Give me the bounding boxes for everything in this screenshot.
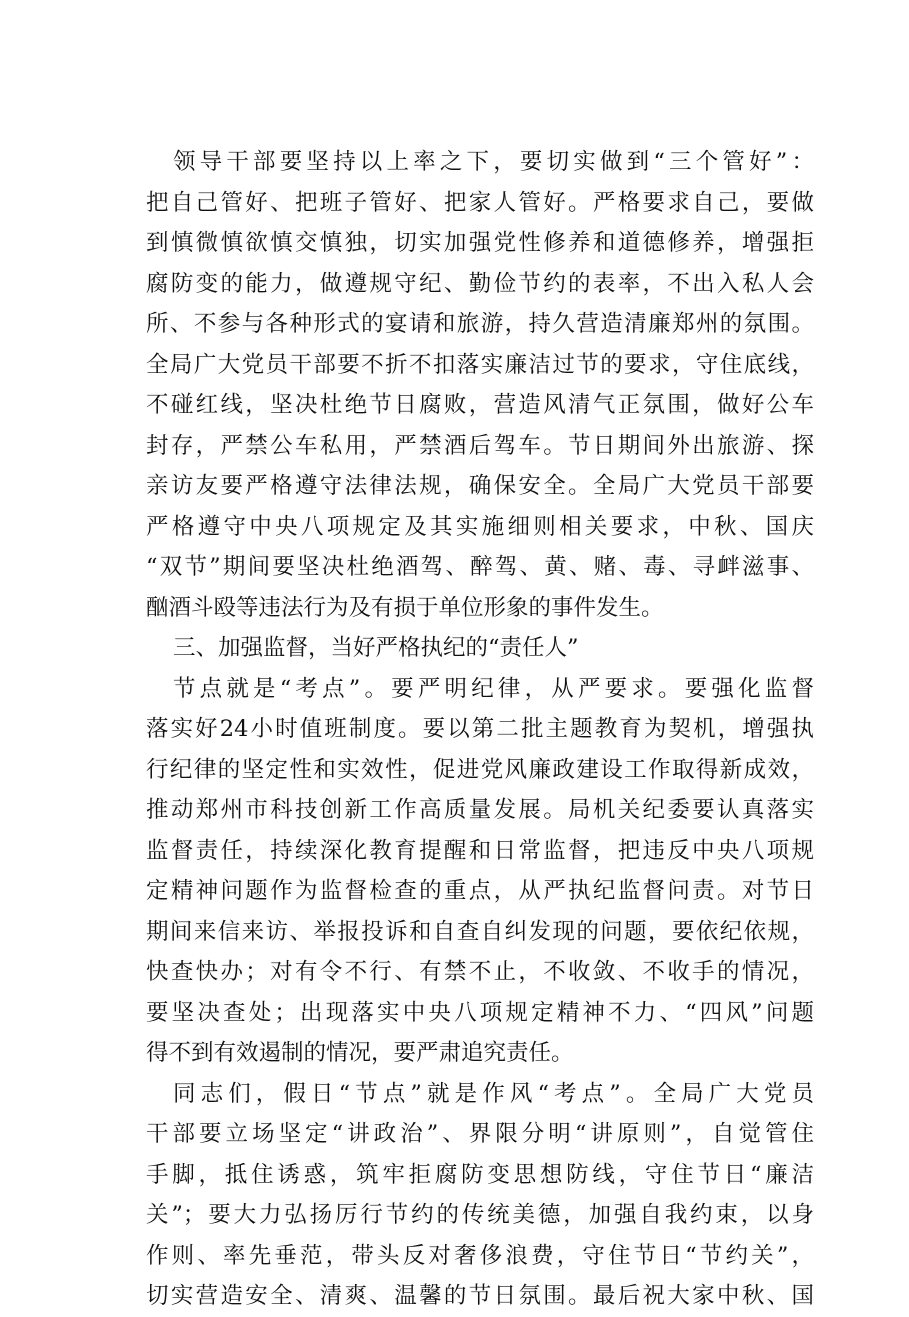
text-line: 切实营造安全、清爽、温馨的节日氛围。最后祝大家中秋、国 (146, 1283, 814, 1309)
text-line: “双节”期间要坚决杜绝酒驾、醉驾、黄、赌、毒、寻衅滋事、 (146, 554, 814, 580)
text-line: 酗酒斗殴等违法行为及有损于单位形象的事件发生。 (146, 594, 664, 621)
text-line: 同志们，假日“节点”就是作风“考点”。全局广大党员 (173, 1080, 814, 1107)
text-line: 行纪律的坚定性和实效性，促进党风廉政建设工作取得新成效， (146, 756, 814, 783)
text-line: 作则、率先垂范，带头反对奢侈浪费，守住节日“节约关”， (146, 1242, 814, 1269)
text-line: 手脚，抵住诱惑，筑牢拒腐防变思想防线，守住节日“廉洁 (146, 1161, 814, 1188)
text-line: 腐防变的能力，做遵规守纪、勤俭节约的表率，不出入私人会 (146, 270, 814, 297)
text-line: 要坚决查处；出现落实中央八项规定精神不力、“四风”问题 (146, 999, 814, 1026)
text-line: 关”；要大力弘扬厉行节约的传统美德，加强自我约束，以身 (146, 1202, 814, 1228)
text-line: 监督责任，持续深化教育提醒和日常监督，把违反中央八项规 (146, 837, 814, 864)
section-heading: 三、加强监督，当好严格执纪的“责任人” (173, 635, 579, 661)
text-line: 期间来信来访、举报投诉和自查自纠发现的问题，要依纪依规， (146, 918, 814, 945)
text-line: 干部要立场坚定“讲政治”、界限分明“讲原则”，自觉管住 (146, 1121, 814, 1147)
text-line: 领导干部要坚持以上率之下，要切实做到“三个管好”： (173, 149, 814, 175)
text-line: 到慎微慎欲慎交慎独，切实加强党性修养和道德修养，增强拒 (146, 230, 814, 256)
text-line: 推动郑州市科技创新工作高质量发展。局机关纪委要认真落实 (146, 797, 814, 823)
text-line: 不碰红线，坚决杜绝节日腐败，营造风清气正氛围，做好公车 (146, 392, 814, 418)
text-line: 快查快办；对有令不行、有禁不止，不收敛、不收手的情况， (146, 959, 814, 985)
text-line: 亲访友要严格遵守法律法规，确保安全。全局广大党员干部要 (146, 473, 814, 499)
text-line: 全局广大党员干部要不折不扣落实廉洁过节的要求，守住底线， (146, 351, 814, 378)
text-line: 得不到有效遏制的情况，要严肃追究责任。 (146, 1040, 574, 1066)
text-line: 节点就是“考点”。要严明纪律，从严要求。要强化监督 (173, 675, 814, 702)
text-line: 所、不参与各种形式的宴请和旅游，持久营造清廉郑州的氛围。 (146, 311, 814, 337)
text-line: 封存，严禁公车私用，严禁酒后驾车。节日期间外出旅游、探 (146, 432, 814, 459)
text-line: 把自己管好、把班子管好、把家人管好。严格要求自己，要做 (146, 189, 814, 216)
text-line: 严格遵守中央八项规定及其实施细则相关要求，中秋、国庆 (146, 513, 814, 540)
document-body (146, 142, 814, 1317)
text-line: 定精神问题作为监督检查的重点，从严执纪监督问责。对节日 (146, 878, 814, 904)
text-line: 落实好24小时值班制度。要以第二批主题教育为契机，增强执 (146, 716, 814, 742)
